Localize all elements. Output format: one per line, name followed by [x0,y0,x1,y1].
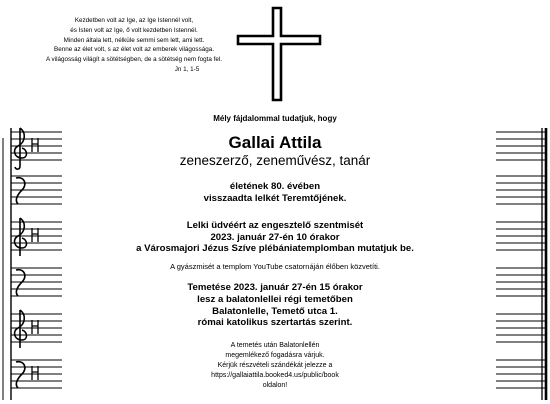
stream-note: A gyászmisét a templom YouTube csatornáján élőben közvetíti. [170,262,380,271]
verse-line: A világosság világít a sötétségben, de a sötétség nem fogta fel. [45,56,223,64]
deceased-profession: zeneszerző, zeneművész, tanár [179,153,371,168]
cross-icon [234,6,324,102]
death-line: visszaadta lelkét Teremtőjének. [203,192,347,204]
music-staff-icon [496,118,550,404]
closing-line: A temetés után Balatonlellén [230,342,320,349]
bible-verse [0,16,268,75]
closing-line: oldalon! [262,382,288,389]
closing-line: Kérjük részvételi szándékát jelezze a [217,362,333,369]
verse-line: és Isten volt az Ige, ő volt kezdetben Istennél. [70,26,198,34]
mass-line: a Városmajori Jézus Szíve plébániatemplomban mutatjuk be. [136,243,414,254]
closing-line: megemlékező fogadásra várjuk. [225,352,325,359]
death-line: életének 80. évében [229,181,321,192]
verse-line: Kezdetben volt az Ige, az Ige Istennél volt, [74,17,194,24]
funeral-notice [100,282,450,329]
death-notice [100,181,450,204]
funeral-line: Temetése 2023. január 27-én 15 órakor [187,282,363,293]
announcement-intro: Mély fájdalommal tudatjuk, hogy [213,114,337,123]
music-staff-icon [2,118,62,404]
funeral-line: Balatonlelle, Temető utca 1. [212,305,338,317]
booking-link[interactable]: https://gallaiattila.booked4.us/public/book [211,372,339,379]
closing-notice [100,341,450,391]
mass-line: Lelki üdvéért az engesztelő szentmisét [186,220,364,231]
funeral-line: lesz a balatonlellei régi temetőben [197,293,353,305]
verse-line: Minden általa lett, nélküle semmi sem lett, ami lett. [63,36,205,44]
funeral-line: római katolikus szertartás szerint. [197,317,353,329]
verse-reference: Jn 1, 1-5 [174,65,200,73]
deceased-name: Gallai Attila [228,133,322,152]
mass-notice [100,220,450,255]
verse-line: Benne az élet volt, s az élet volt az emberek világossága. [54,46,214,54]
mass-line: 2023. január 27-én 10 órakor [210,231,340,243]
